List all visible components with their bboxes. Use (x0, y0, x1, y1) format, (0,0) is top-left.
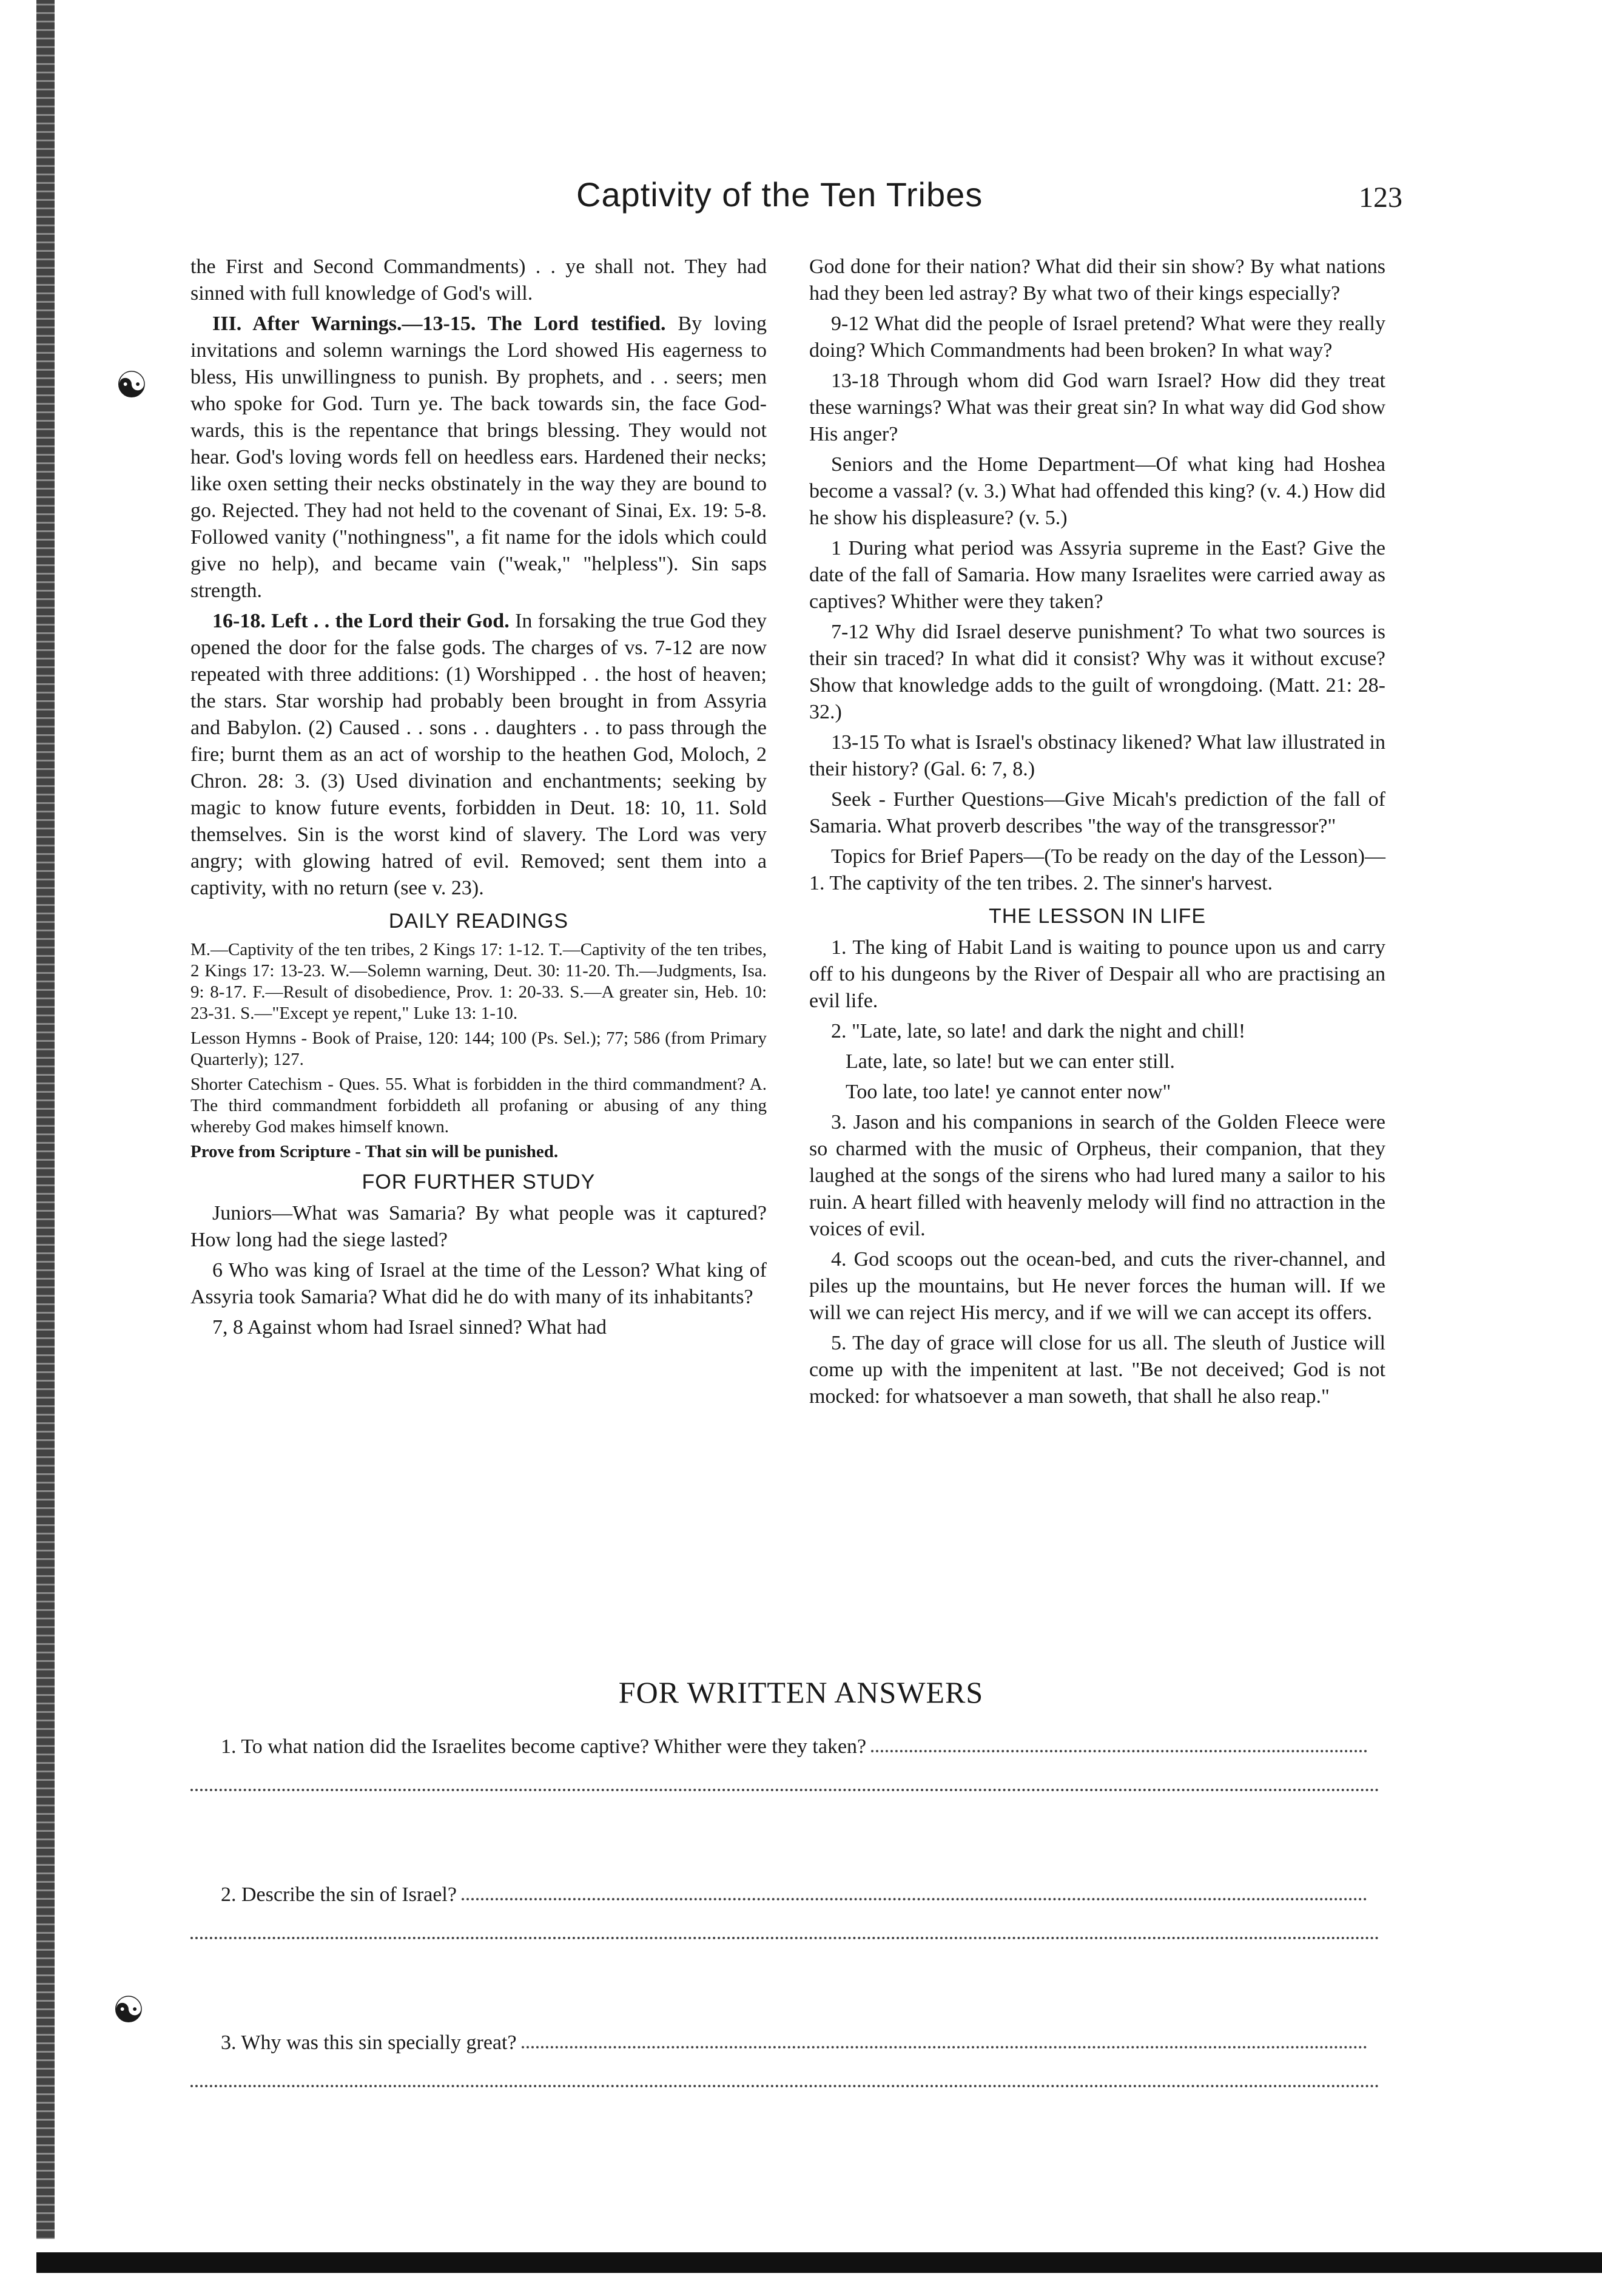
seniors-questions: Seniors and the Home Department—Of what king had Hoshea become a vassal? (v. 3.) What had offended this king? (v. 4.) How did he show his displeasure? (v. 5.) (809, 453, 1385, 529)
page-number: 123 (1359, 181, 1402, 214)
lesson-point: 1. The king of Habit Land is waiting to pounce upon us and carry off to his dungeons by the River of Despair all who are practising an evil life. (809, 936, 1385, 1012)
answer-line[interactable] (190, 2024, 1379, 2055)
seek-further-questions: Seek - Further Questions—Give Micah's prediction of the fall of Samaria. What proverb describes "the way of the transgressor?" (809, 788, 1385, 837)
juniors-questions: Juniors—What was Samaria? By what people was it captured? How long had the siege lasted? (190, 1202, 767, 1251)
lesson-hymns: Lesson Hymns - Book of Praise, 120: 144; 100 (Ps. Sel.); 77; 586 (from Primary Quarterly); 127. (190, 1028, 767, 1069)
binding-edge (36, 0, 55, 2239)
lesson-point: 2. "Late, late, so late! and dark the night and chill! (831, 1020, 1246, 1042)
answer-line[interactable] (190, 1728, 1379, 1758)
daily-readings-title: DAILY READINGS (388, 910, 569, 933)
margin-ornament-icon: ☯ (115, 365, 148, 405)
question: 9-12 What did the people of Israel pretend? What were they really doing? Which Commandments had been broken? In what way? (809, 312, 1385, 362)
topics-for-brief-papers: Topics for Brief Papers—(To be ready on the day of the Lesson)—1. The captivity of the ten tribes. 2. The sinner's harvest. (809, 845, 1385, 894)
left-column (190, 254, 767, 1345)
paragraph-text: By loving invitations and solemn warnings the Lord showed His eagerness to bless, His unwillingness to punish. By prophets, and . . seers; men who spoke for God. Turn ye. The back towards sin, the face God-wards, this is the repentance that brings blessing. They would not hear. God's loving words fell on heedless ears. Hardened their necks; like oxen setting their necks obstinately in the way they are bound to go. Rejected. They had not held to the covenant of Sinai, Ex. 19: 5-8. Followed vanity ("nothingness", a fit name for the idols which could give no help), and became vain ("weak," "helpless"). Sin saps strength. (190, 312, 767, 602)
lesson-point: 3. Jason and his companions in search of the Golden Fleece were so charmed with the music of Orpheus, their companion, that they laughed at the songs of the sirens who had lured many a sailor to his ruin. A heart filled with heavenly melody will find no attraction in the voices of evil. (809, 1111, 1385, 1240)
answer-blank[interactable] (522, 2046, 1367, 2048)
lesson-point: 4. God scoops out the ocean-bed, and cuts the river-channel, and piles up the mountains, but He never forces the human will. If we will we can reject His mercy, and if we will we can accept its offers. (809, 1248, 1385, 1324)
paragraph: the First and Second Commandments) . . ye shall not. They had sinned with full knowledge of God's will. (190, 255, 767, 305)
verse-line: Too late, too late! ye cannot enter now" (846, 1081, 1171, 1103)
question: 6 Who was king of Israel at the time of the Lesson? What king of Assyria took Samaria? What did he do with many of its inhabitants? (190, 1259, 767, 1308)
answer-blank[interactable] (190, 1758, 1379, 1791)
question-label: 2. Describe the sin of Israel? (221, 1883, 457, 1906)
further-study-title: FOR FURTHER STUDY (362, 1170, 596, 1194)
paragraph (190, 311, 767, 604)
question: 7, 8 Against whom had Israel sinned? What had (212, 1316, 607, 1339)
bottom-rule (36, 2252, 1602, 2273)
paragraph (190, 608, 767, 902)
answer-blank[interactable] (462, 1898, 1367, 1900)
lesson-in-life-title: THE LESSON IN LIFE (988, 905, 1207, 928)
answer-blank[interactable] (190, 1906, 1379, 1939)
answer-line[interactable] (190, 1876, 1379, 1906)
question: 1 During what period was Assyria supreme in the East? Give the date of the fall of Samaria. How many Israelites were carried away as captives? Whither were they taken? (809, 537, 1385, 613)
question: 7-12 Why did Israel deserve punishment? To what two sources is their sin traced? In what did it consist? Why was it without excuse? Show that knowledge adds to the guilt of wrongdoing. (Matt. 21: 28-32.) (809, 621, 1385, 723)
paragraph: God done for their nation? What did their sin show? By what nations had they been led astray? By what two of their kings especially? (809, 255, 1385, 305)
verse-line: Late, late, so late! but we can enter still. (846, 1050, 1175, 1073)
shorter-catechism: Shorter Catechism - Ques. 55. What is forbidden in the third commandment? A. The third commandment forbiddeth all profaning or abusing of any thing whereby God makes himself known. (190, 1075, 767, 1136)
answer-blank[interactable] (871, 1750, 1367, 1752)
margin-ornament-icon: ☯ (112, 1990, 145, 2030)
paragraph-text: In forsaking the true God they opened the door for the false gods. The charges of vs. 7-12 are now repeated with three additions: (1) Worshipped . . the host of heaven; the stars. Star worship had probably been brought in from Assyria and Babylon. (2) Caused . . sons . . daughters . . to pass through the fire; burnt them as an act of worship to the heathen God, Moloch, 2 Chron. 28: 3. (3) Used divination and enchantments; seeking by magic to know future events, forbidden in Deut. 18: 10, 11. Sold themselves. Sin is the worst kind of slavery. The Lord was very angry; with glowing hatred of evil. Removed; sent them into a captivity, with no return (see v. 23). (190, 610, 767, 899)
prove-from-scripture: Prove from Scripture - That sin will be punished. (190, 1142, 559, 1161)
written-answers-title: FOR WRITTEN ANSWERS (618, 1675, 984, 1709)
section-heading: III. After Warnings.—13-15. The Lord testified. (212, 312, 666, 335)
question-label: 1. To what nation did the Israelites become captive? Whither were they taken? (221, 1735, 867, 1758)
running-head: Captivity of the Ten Tribes (576, 175, 983, 214)
question-label: 3. Why was this sin specially great? (221, 2031, 517, 2054)
daily-readings: M.—Captivity of the ten tribes, 2 Kings 17: 1-12. T.—Captivity of the ten tribes, 2 Kings 17: 13-23. W.—Solemn warning, Deut. 30: 11-20. Th.—Judgments, Isa. 9: 8-17. F.—Result of disobedience, Prov. 1: 20-33. S.—A greater sin, Heb. 10: 23-31. S.—"Except ye repent," Luke 13: 1-10. (190, 940, 767, 1023)
lesson-point: 5. The day of grace will close for us all. The sleuth of Justice will come up with the impenitent at last. "Be not deceived; God is not mocked: for whatsoever a man soweth, that shall he also reap." (809, 1332, 1385, 1408)
written-answers-form (190, 1728, 1379, 2172)
right-column (809, 254, 1385, 1414)
question: 13-18 Through whom did God warn Israel? How did they treat these warnings? What was their great sin? In what way did God show His anger? (809, 370, 1385, 445)
section-heading: 16-18. Left . . the Lord their God. (212, 610, 510, 632)
question: 13-15 To what is Israel's obstinacy likened? What law illustrated in their history? (Gal. 6: 7, 8.) (809, 731, 1385, 780)
answer-blank[interactable] (190, 2055, 1379, 2087)
page-header (576, 175, 1486, 229)
